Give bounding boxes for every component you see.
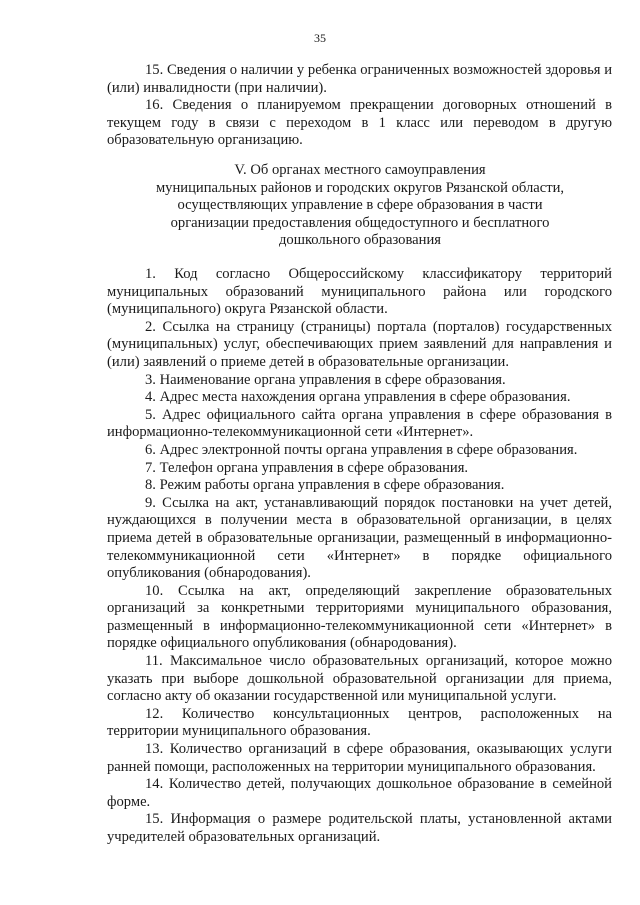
list-item: 4. Адрес места нахождения органа управления в сфере образования.: [145, 389, 571, 406]
section-heading: [140, 162, 580, 250]
section-heading-line: осуществляющих управление в сфере образования в части: [177, 197, 543, 214]
list-item: 5. Адрес официального сайта органа управления в сфере образования в информационно-телекоммуникационной сети «Интернет».: [107, 406, 612, 441]
list-item: 7. Телефон органа управления в сфере образования.: [145, 459, 469, 476]
list-item: 6. Адрес электронной почты органа управления в сфере образования.: [145, 441, 578, 458]
list-item: 16. Сведения о планируемом прекращении договорных отношений в текущем году в связи с переходом в 1 класс или переводом в другую образовательную организацию.: [107, 97, 612, 149]
list-item: 10. Ссылка на акт, определяющий закрепление образовательных организаций за конкретными территориями муниципального образования, размещенный в информационно-телекоммуникационной сети «Интернет» в порядке официального опубликования (обнародования).: [107, 582, 612, 652]
section-heading-line: V. Об органах местного самоуправления: [234, 162, 486, 178]
section-heading-line: организации предоставления общедоступного и бесплатного: [170, 214, 550, 231]
page-number: 35: [314, 31, 326, 45]
list-item: 9. Ссылка на акт, устанавливающий порядок постановки на учет детей, нуждающихся в получении места в образовательной организации, в целях приема детей в образовательные организации, размещенный в информационно-телекоммуникационной сети «Интернет» в порядке официального опубликования (обнародования).: [107, 494, 612, 582]
list-item: 15. Информация о размере родительской платы, установленной актами учредителей образовательных организаций.: [107, 811, 612, 845]
list-item: 3. Наименование органа управления в сфере образования.: [145, 371, 506, 388]
list-item: 8. Режим работы органа управления в сфере образования.: [145, 477, 505, 494]
section-heading-line: дошкольного образования: [278, 232, 441, 249]
section-heading-line: муниципальных районов и городских округов Рязанской области,: [155, 179, 565, 196]
list-item: 11. Максимальное число образовательных организаций, которое можно указать при выборе дошкольной образовательной организации для приема, согласно акту об оказании государственной или муниципальной услуги.: [107, 653, 612, 705]
list-item: 2. Ссылка на страницу (страницы) портала (порталов) государственных (муниципальных) услуг, обеспечивающих прием заявлений для направления и (или) заявлений о приеме детей в образовательные организации.: [107, 318, 612, 370]
list-item: 1. Код согласно Общероссийскому классификатору территорий муниципальных образований муниципального района или городского (муниципального) округа Рязанской области.: [107, 266, 612, 318]
list-item: 12. Количество консультационных центров, расположенных на территории муниципального образования.: [107, 705, 612, 740]
list-item: 13. Количество организаций в сфере образования, оказывающих услуги ранней помощи, расположенных на территории муниципального образования.: [107, 741, 612, 775]
top-items-block: [107, 62, 612, 150]
list-item: 14. Количество детей, получающих дошкольное образование в семейной форме.: [107, 776, 612, 810]
list-item: 15. Сведения о наличии у ребенка ограниченных возможностей здоровья и (или) инвалидности (при наличии).: [107, 62, 612, 96]
section-items-block: [107, 266, 612, 847]
